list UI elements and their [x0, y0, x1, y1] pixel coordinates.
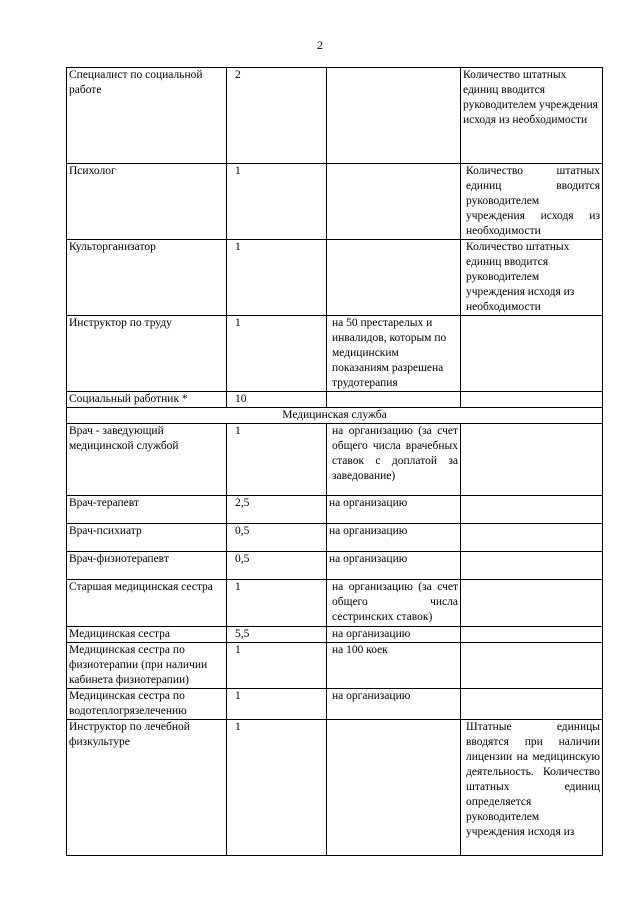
staffing-table	[66, 67, 603, 856]
table-row	[67, 240, 603, 316]
count-cell: 2	[227, 68, 327, 164]
basis-cell	[327, 68, 461, 164]
table-row	[67, 580, 603, 627]
position-cell: Медицинская сестра по водотеплогрязелечению	[67, 689, 227, 720]
table-row	[67, 720, 603, 856]
count-cell: 1	[227, 689, 327, 720]
basis-cell	[327, 392, 461, 408]
position-cell: Врач-физиотерапевт	[67, 552, 227, 580]
note-cell	[461, 552, 603, 580]
page-number: 2	[317, 38, 323, 52]
position-cell: Медицинская сестра по физиотерапии (при наличии кабинета физиотерапии)	[67, 643, 227, 689]
section-title: Медицинская служба	[67, 408, 603, 424]
table-row	[67, 627, 603, 643]
section-row	[67, 408, 603, 424]
count-cell: 2,5	[227, 496, 327, 524]
position-cell: Культорганизатор	[67, 240, 227, 316]
table-row	[67, 552, 603, 580]
note-cell: Штатные единицы вводятся при наличии лицензии на медицинскую деятельность. Количество штатных единиц определяется руководителем учреждения исходя из	[461, 720, 603, 856]
position-cell: Инструктор по лечебной физкультуре	[67, 720, 227, 856]
count-cell: 0,5	[227, 524, 327, 552]
note-cell	[461, 643, 603, 689]
table-row	[67, 424, 603, 496]
basis-cell: на организацию	[327, 552, 461, 580]
basis-cell	[327, 720, 461, 856]
note-cell: Количество штатных единиц вводится руководителем учреждения исходя из необходимости	[461, 240, 603, 316]
basis-cell: на 50 престарелых и инвалидов, которым по медицинским показаниям разрешена трудотерапия	[327, 316, 461, 392]
basis-cell: на организацию (за счет общего числа врачебных ставок с доплатой за заведование)	[327, 424, 461, 496]
position-cell: Медицинская сестра	[67, 627, 227, 643]
count-cell: 1	[227, 643, 327, 689]
basis-cell: на организацию	[327, 627, 461, 643]
note-cell	[461, 580, 603, 627]
position-cell: Врач-психиатр	[67, 524, 227, 552]
count-cell: 1	[227, 316, 327, 392]
table-row	[67, 689, 603, 720]
basis-cell: на 100 коек	[327, 643, 461, 689]
note-cell	[461, 689, 603, 720]
count-cell: 1	[227, 424, 327, 496]
table-row	[67, 164, 603, 240]
position-cell: Инструктор по труду	[67, 316, 227, 392]
table-row	[67, 524, 603, 552]
position-cell: Специалист по социальной работе	[67, 68, 227, 164]
table-row	[67, 392, 603, 408]
basis-cell: на организацию	[327, 689, 461, 720]
note-cell	[461, 424, 603, 496]
count-cell: 0,5	[227, 552, 327, 580]
note-cell	[461, 524, 603, 552]
note-cell	[461, 627, 603, 643]
count-cell: 10	[227, 392, 327, 408]
count-cell: 1	[227, 164, 327, 240]
count-cell: 1	[227, 580, 327, 627]
count-cell: 5,5	[227, 627, 327, 643]
position-cell: Старшая медицинская сестра	[67, 580, 227, 627]
count-cell: 1	[227, 240, 327, 316]
table-row	[67, 496, 603, 524]
basis-cell: на организацию	[327, 524, 461, 552]
note-cell: Количество штатных единиц вводится руководителем учреждения исходя из необходимости	[461, 164, 603, 240]
position-cell: Врач - заведующий медицинской службой	[67, 424, 227, 496]
note-cell	[461, 316, 603, 392]
position-cell: Врач-терапевт	[67, 496, 227, 524]
basis-cell: на организацию (за счет общего числа сестринских ставок)	[327, 580, 461, 627]
basis-cell	[327, 240, 461, 316]
basis-cell: на организацию	[327, 496, 461, 524]
table-row	[67, 68, 603, 164]
basis-cell	[327, 164, 461, 240]
position-cell: Социальный работник *	[67, 392, 227, 408]
table-row	[67, 643, 603, 689]
note-cell	[461, 496, 603, 524]
note-cell	[461, 392, 603, 408]
position-cell: Психолог	[67, 164, 227, 240]
note-cell: Количество штатных единиц вводится руководителем учреждения исходя из необходимости	[461, 68, 603, 164]
table-row	[67, 316, 603, 392]
count-cell: 1	[227, 720, 327, 856]
